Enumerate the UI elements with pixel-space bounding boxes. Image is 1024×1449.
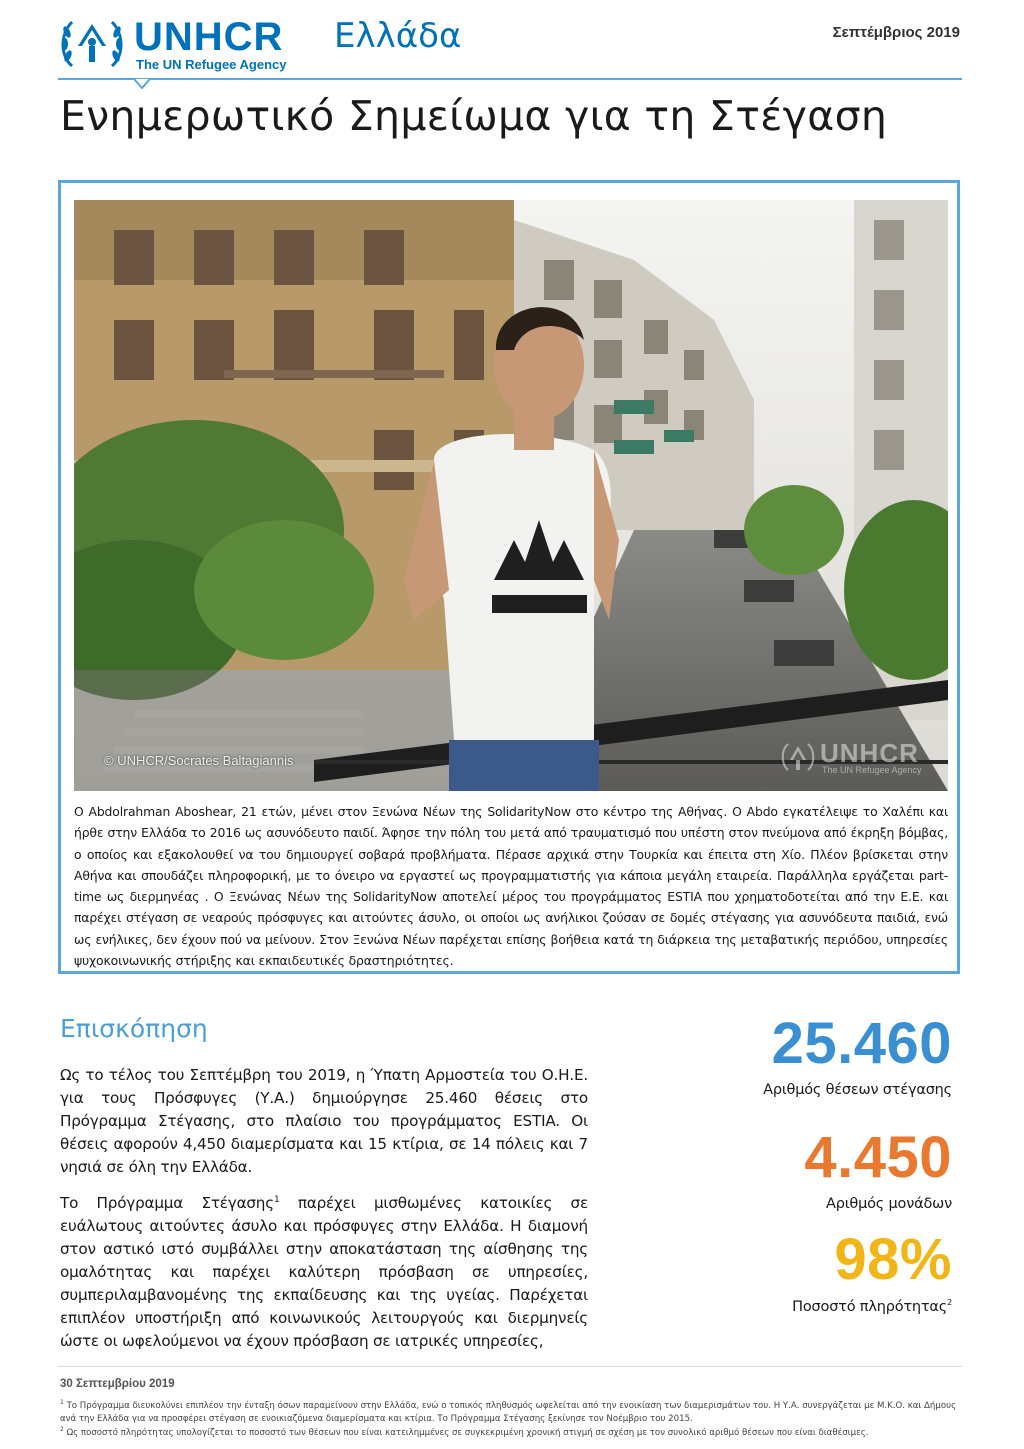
watermark-tagline: The UN Refugee Agency [822,765,922,775]
overview-paragraph-2 [60,1189,588,1349]
stat-value-units: 4.450 [804,1125,952,1190]
footnote-ref-1: 1 [273,1195,280,1205]
footnote-number: 2 [60,1426,64,1433]
stat-label-units: Αριθμός μονάδων [826,1196,952,1212]
country-label: Ελλάδα [334,16,462,56]
footnote-1 [60,1396,960,1426]
logo-tagline: The UN Refugee Agency [136,57,287,72]
photo-scene [74,200,948,791]
photo-watermark [770,738,942,778]
footnote-text: Ως ποσοστό πληρότητας υπολογίζεται το ποσοστό των θέσεων που είναι κατειλημμένες σε συγκεκριμένη χρονική στιγμή σε σχέση με τον συνολικό αριθμό θέσεων που είναι διαθέσιμες. [66,1427,869,1438]
stat-label-occupancy-text: Ποσοστό πληρότητας [792,1298,948,1315]
watermark-wordmark: UNHCR [820,738,919,768]
feature-photo [74,200,948,791]
stat-label-occupancy [792,1298,952,1315]
footer-divider [58,1366,962,1367]
section-heading-overview: Επισκόπηση [60,1014,208,1043]
unhcr-emblem-icon [58,12,126,72]
photo-caption: Ο Abdolrahman Aboshear, 21 ετών, μένει στον Ξενώνα Νέων της SolidarityNow στο κέντρο της Αθήνας. Ο Abdo εγκατέλειψε το Χαλέπι και ήρθε στην Ελλάδα το 2016 ως ασυνόδευτο παιδί. Άφησε την πόλη του μετά από τραυματισμό που υπέστη στον πνεύμονα από έκρηξη βόμβας, ο οποίος και εξακολουθεί να του δημιουργεί σοβαρά προβλήματα. Πέρασε αρχικά στην Τουρκία και έπειτα στη Χίο. Πλέον βρίσκεται στην Αθήνα και σπουδάζει πληροφορική, με το όνειρο να εργαστεί ως προγραμματιστής για κάποια μεγάλη εταιρεία. Παράλληλα εργάζεται part-time ως διερμηνέας . Ο Ξενώνας Νέων της SolidarityNow αποτελεί μέρος του προγράμματος ESTIA που χρηματοδοτείται από την Ε.Ε. και παρέχει στέγαση σε νεαρούς πρόσφυγες και αιτούντες άσυλο, οι οποίοι ως ανήλικοι ζούσαν σε δομές στέγασης για ασυνόδευτα παιδιά, ενώ ως ενήλικες, δεν έχουν πού να μείνουν. Στον Ξενώνα Νέων παρέχεται επίσης βοήθεια κατά τη διάρκεια της μεταβατικής περιόδου, υπηρεσίες ψυχοκοινωνικής στήριξης και εκπαιδευτικές δραστηριότητες. [74,804,948,969]
footnote-ref-2: 2 [947,1298,952,1307]
paragraph-text: Το Πρόγραμμα Στέγασης [60,1194,274,1213]
watermark-emblem-icon [780,740,816,774]
header-date: Σεπτέμβριος 2019 [832,24,960,41]
overview-paragraph-1: Ως το τέλος του Σεπτέμβρη του 2019, η Ύπατη Αρμοστεία του Ο.Η.Ε. για τους Πρόσφυγες (Υ.Α.) δημιούργησε 25.460 θέσεις στο Πρόγραμμα Στέγασης, στο πλαίσιο του προγράμματος ESTIA. Οι θέσεις αφορούν 4,450 διαμερίσματα και 15 κτίρια, σε 14 πόλεις και 7 νησιά σε όλη την Ελλάδα. [60,1066,588,1176]
logo-wordmark: UNHCR [134,15,284,59]
paragraph-text-continued: παρέχει μισθωμένες κατοικίες σε ευάλωτους αιτούντες άσυλο και πρόσφυγες στην Ελλάδα. Η διαμονή στον αστικό ιστό συμβάλλει στην αποκατάσταση της αίσθησης της ομαλότητας και παρέχει καλύτερη πρόσβαση σε υπηρεσίες, συμπεριλαμβανομένης της εκπαίδευσης και της υγείας. Παρέχεται επιπλέον υποστήριξη από κοινωνικούς λειτουργούς και διερμηνείς ώστε οι ωφελούμενοι να έχουν πρόσβαση σε ιατρικές υπηρεσίες, [60,1194,588,1349]
footnote-number: 1 [60,1399,64,1406]
stat-label-housing-places: Αριθμός θέσεων στέγασης [763,1082,952,1098]
footer-date: 30 Σεπτεμβρίου 2019 [60,1378,175,1390]
stat-value-occupancy: 98% [834,1227,952,1292]
photo-credit: © UNHCR/Socrates Baltagiannis [104,753,294,768]
header-caret-icon [134,79,150,89]
footnote-2 [60,1423,960,1440]
stat-value-housing-places: 25.460 [771,1011,952,1076]
header-divider [58,78,962,80]
footnote-text: Το Πρόγραμμα διευκολύνει επιπλέον την ένταξη όσων παραμείνουν στην Ελλάδα, ενώ ο τοπικός πληθυσμός ωφελείται από την ενοικίαση των διαμερισμάτων του. Η Υ.Α. συνεργάζεται με Μ.Κ.Ο. και Δήμους ανά την Ελλάδα για να προσφέρει στέγαση σε ενοικιαζόμενα διαμερίσματα και κτίρια. Το Πρόγραμμα Στέγασης ξεκίνησε τον Νοέμβριο του 2015. [60,1400,957,1424]
page-title: Ενημερωτικό Σημείωμα για τη Στέγαση [60,92,888,140]
